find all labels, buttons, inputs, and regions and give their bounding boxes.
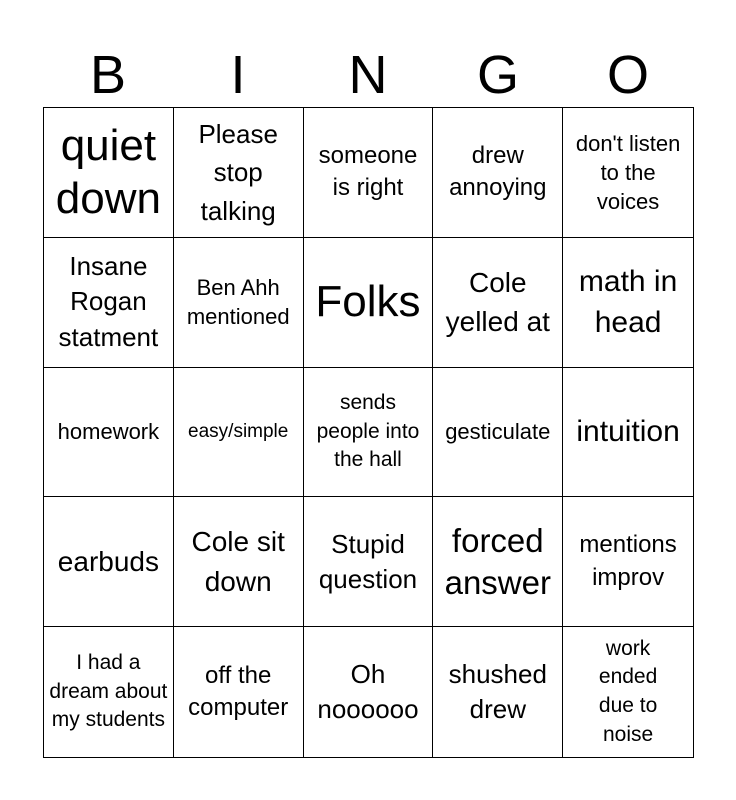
bingo-cell[interactable] [44, 238, 174, 368]
bingo-cell[interactable] [304, 108, 434, 238]
cell-text: drew annoying [449, 142, 547, 202]
cell-text: math in head [578, 264, 678, 340]
cell-text: don't listen to the voices [575, 130, 681, 214]
bingo-header [43, 44, 693, 106]
cell-text: Oh noooooo [317, 659, 419, 725]
bingo-cell[interactable] [563, 627, 693, 757]
cell-text: earbuds [57, 546, 159, 578]
cell-text: Please stop talking [198, 119, 278, 226]
cell-text: quiet down [55, 120, 161, 224]
cell-text: someone is right [318, 142, 418, 202]
cell-text: off the computer [188, 661, 289, 722]
bingo-cell[interactable] [44, 497, 174, 627]
bingo-board [43, 107, 694, 758]
header-letter-i: I [230, 45, 246, 105]
bingo-cell[interactable] [174, 108, 304, 238]
cell-text: Cole yelled at [445, 267, 550, 338]
bingo-cell[interactable] [44, 108, 174, 238]
header-letter-b: B [89, 45, 127, 105]
bingo-cell[interactable] [44, 368, 174, 498]
bingo-cell[interactable] [304, 238, 434, 368]
bingo-cell[interactable] [174, 368, 304, 498]
cell-text: Cole sit down [191, 525, 285, 597]
bingo-cell[interactable] [174, 238, 304, 368]
bingo-cell[interactable] [433, 238, 563, 368]
header-letter-n: N [348, 45, 388, 105]
cell-text: I had a dream about my students [49, 650, 168, 732]
cell-text: Folks [315, 277, 421, 327]
bingo-cell[interactable] [304, 627, 434, 757]
cell-text: forced answer [444, 521, 551, 601]
bingo-cell[interactable] [304, 497, 434, 627]
cell-text: mentions improv [579, 531, 677, 591]
bingo-cell[interactable] [433, 497, 563, 627]
cell-text: sends people into the hall [316, 390, 420, 472]
bingo-cell[interactable] [563, 368, 693, 498]
cell-text: gesticulate [445, 419, 551, 445]
cell-text: homework [57, 419, 160, 445]
cell-text: easy/simple [188, 420, 289, 442]
cell-text: Ben Ahh mentioned [186, 275, 290, 330]
cell-text: intuition [576, 415, 680, 449]
bingo-cell[interactable] [44, 627, 174, 757]
bingo-cell[interactable] [304, 368, 434, 498]
header-letter-g: G [476, 45, 519, 105]
header-letter-o: O [606, 45, 649, 105]
bingo-cell[interactable] [433, 108, 563, 238]
bingo-cell[interactable] [174, 497, 304, 627]
cell-text: Insane Rogan statment [58, 250, 159, 352]
bingo-cell[interactable] [433, 627, 563, 757]
bingo-cell[interactable] [563, 108, 693, 238]
cell-text: shushed drew [448, 659, 547, 725]
cell-text: work ended due to noise [598, 636, 658, 746]
bingo-cell[interactable] [563, 497, 693, 627]
bingo-cell[interactable] [174, 627, 304, 757]
cell-text: Stupid question [318, 528, 418, 594]
bingo-cell[interactable] [433, 368, 563, 498]
bingo-cell[interactable] [563, 238, 693, 368]
